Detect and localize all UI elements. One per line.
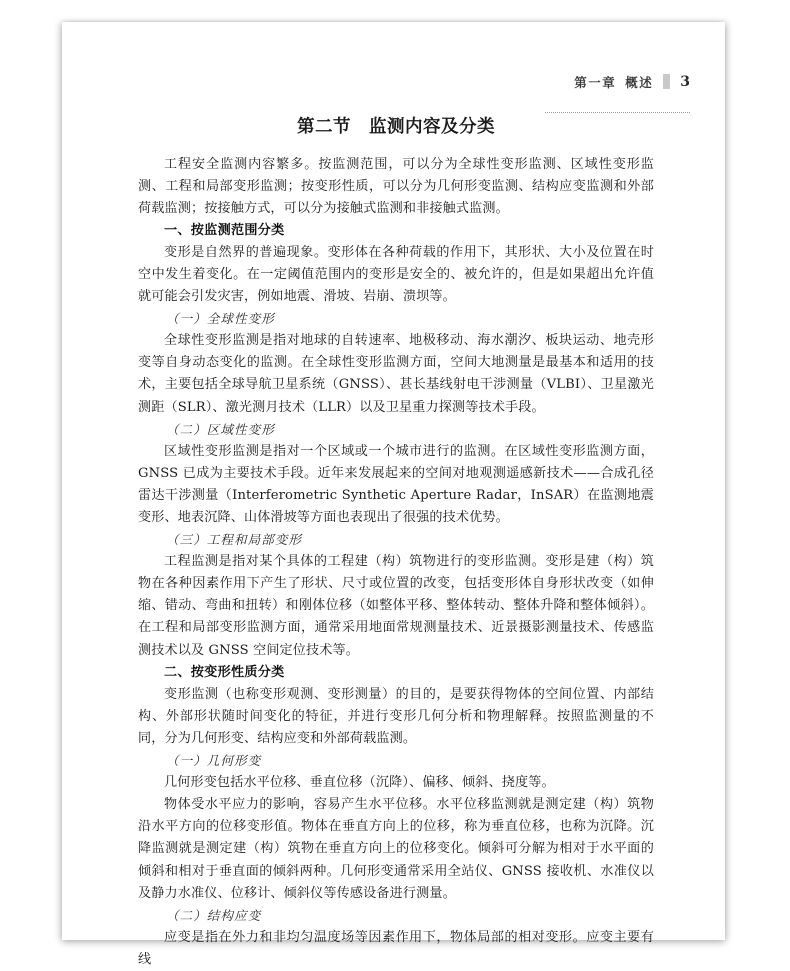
running-head-rule	[545, 112, 690, 113]
body-paragraph: 工程安全监测内容繁多。按监测范围，可以分为全球性变形监测、区域性变形监测、工程和局部变形监测；按变形性质，可以分为几何形变监测、结构应变监测和外部荷载监测；按接触方式，可以分为接触式监测和非接触式监测。	[138, 156, 654, 216]
running-head	[574, 67, 690, 89]
section-heading-level-1: 二、按变形性质分类	[164, 664, 285, 680]
body-paragraph: 应变是指在外力和非均匀温度场等因素作用下，物体局部的相对变形。应变主要有线	[138, 929, 654, 967]
body-content	[138, 154, 654, 971]
section-heading-level-2: （二）区域性变形	[166, 421, 275, 437]
section-heading-level-2: （二）结构应变	[166, 907, 262, 923]
page-title: 第二节 监测内容及分类	[297, 117, 495, 137]
page-number: 3	[680, 74, 690, 90]
running-head-chapter: 第一章	[574, 74, 617, 90]
section-heading-level-2: （一）几何形变	[166, 753, 262, 769]
running-head-chapter-title: 概述	[625, 74, 654, 90]
body-paragraph: 物体受水平应力的影响，容易产生水平位移。水平位移监测就是测定建（构）筑物沿水平方向的位移变形值。物体在垂直方向上的位移，称为垂直位移，也称为沉降。沉降监测就是测定建（构）筑物在垂直方向上的位移变化。倾斜可分解为相对于水平面的倾斜和相对于垂直面的倾斜两种。几何形变通常采用全站仪、GNSS 接收机、水准仪以及静力水准仪、位移计、倾斜仪等传感设备进行测量。	[138, 797, 654, 901]
body-paragraph: 几何形变包括水平位移、垂直位移（沉降）、偏移、倾斜、挠度等。	[164, 775, 555, 791]
section-heading-level-2: （一）全球性变形	[166, 311, 275, 327]
section-heading-level-1: 一、按监测范围分类	[164, 222, 285, 238]
text-column	[138, 115, 654, 971]
body-paragraph: 变形监测（也称变形观测、变形测量）的目的，是要获得物体的空间位置、内部结构、外部形状随时间变化的特征，并进行变形几何分析和物理解释。按照监测量的不同，分为几何形变、结构应变和外部荷载监测。	[138, 686, 654, 746]
running-head-separator-bar	[663, 74, 670, 89]
body-paragraph: 变形是自然界的普遍现象。变形体在各种荷载的作用下，其形状、大小及位置在时空中发生着变化。在一定阈值范围内的变形是安全的、被允许的，但是如果超出允许值就可能会引发灾害，例如地震、滑坡、岩崩、溃坝等。	[138, 244, 654, 305]
section-heading-level-2: （三）工程和局部变形	[166, 532, 302, 548]
body-paragraph: 工程监测是指对某个具体的工程建（构）筑物进行的变形监测。变形是建（构）筑物在各种因素作用下产生了形状、尺寸或位置的改变，包括变形体自身形状改变（如伸缩、错动、弯曲和扭转）和刚体位移（如整体平移、整体转动、整体升降和整体倾斜）。在工程和局部变形监测方面，通常采用地面常规测量技术、近景摄影测量技术、传感监测技术以及 GNSS 空间定位技术等。	[138, 554, 654, 658]
body-paragraph: 全球性变形监测是指对地球的自转速率、地极移动、海水潮汐、板块运动、地壳形变等自身动态变化的监测。在全球性变形监测方面，空间大地测量是最基本和适用的技术，主要包括全球导航卫星系统（GNSS）、甚长基线射电干涉测量（VLBI）、卫星激光测距（SLR）、激光测月技术（LLR）以及卫星重力探测等技术手段。	[138, 333, 654, 415]
page-sheet	[62, 22, 725, 967]
body-paragraph: 区域性变形监测是指对一个区域或一个城市进行的监测。在区域性变形监测方面，GNSS 已成为主要技术手段。近年来发展起来的空间对地观测遥感新技术——合成孔径雷达干涉测量（Interferometric Synthetic Aperture Radar，InSAR）在监测地震变形、地表沉降、山体滑坡等方面也表现出了很强的技术优势。	[138, 443, 654, 525]
